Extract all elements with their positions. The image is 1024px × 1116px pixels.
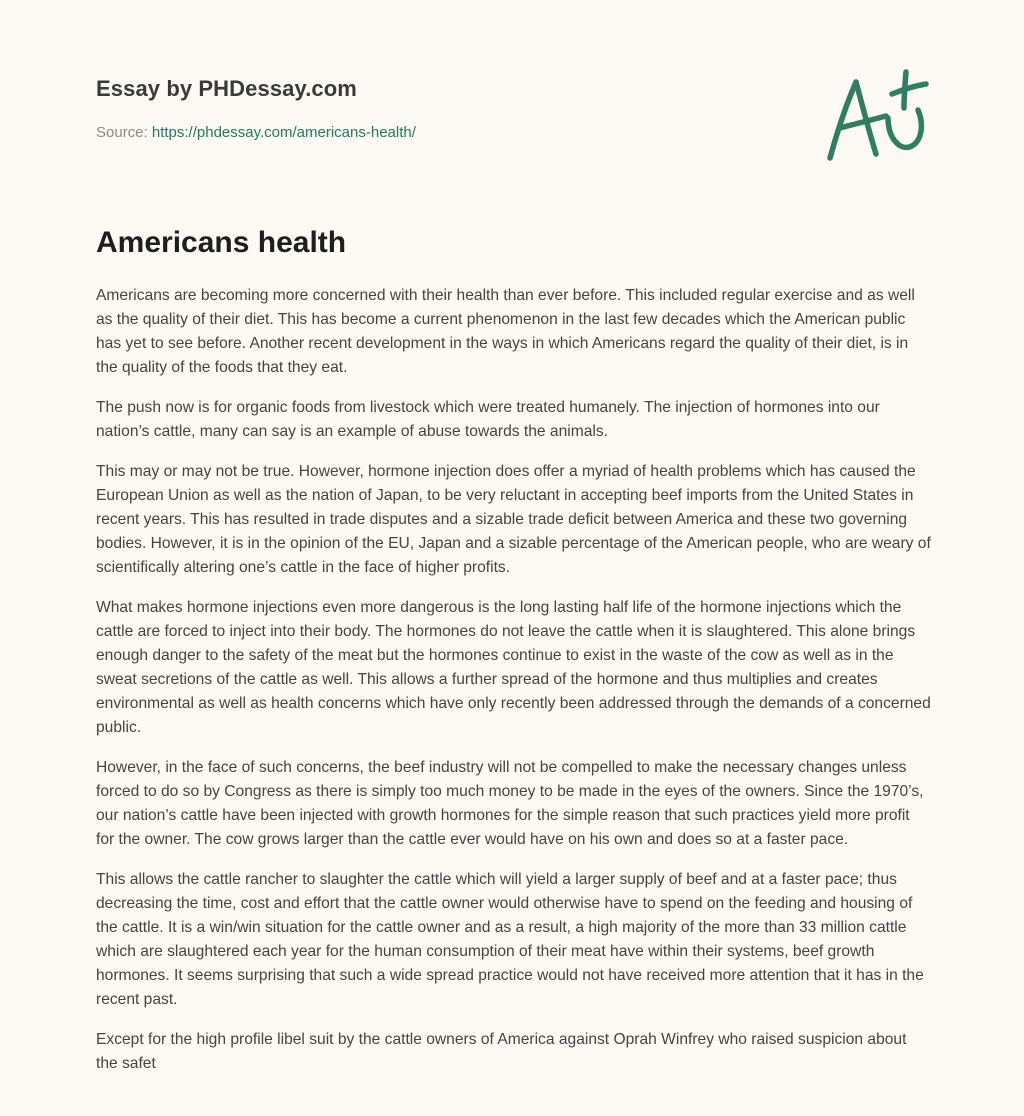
site-title: Essay by PHDessay.com xyxy=(96,76,357,101)
paragraph-4: What makes hormone injections even more dangerous is the long lasting half life of the hormone injections which the cattle are forced to inject into their body. The hormones do not leave the cattle when it is slaughtered. This alone brings enough danger to the safety of the meat but the hormones continue to exist in the waste of the cow as well as in the sweat secretions of the cattle as well. This allows a further spread of the hormone and thus multiplies and creates environmental as well as health concerns which have only recently been addressed through the demands of a concerned public. xyxy=(96,599,931,736)
paragraph-7: Except for the high profile libel suit by the cattle owners of America against Oprah Winfrey who raised suspicion about the safet xyxy=(96,1031,907,1072)
paragraph-1: Americans are becoming more concerned with their health than ever before. This included regular exercise and as well as the quality of their diet. This has become a current phenomenon in the last few decades which the American public has yet to see before. Another recent development in the ways in which Americans regard the quality of their diet, is in the quality of the foods that they eat. xyxy=(96,287,915,376)
source-line xyxy=(96,124,416,141)
source-link[interactable]: https://phdessay.com/americans-health/ xyxy=(151,124,416,141)
paragraph-5: However, in the face of such concerns, the beef industry will not be compelled to make the necessary changes unless forced to do so by Congress as there is simply too much money to be made in the eyes of the owners. Since the 1970’s, our nation’s cattle have been injected with growth hormones for the simple reason that such practices yield more profit for the owner. The cow grows larger than the cattle ever would have on his own and does so at a faster pace. xyxy=(96,759,924,848)
source-label: Source: xyxy=(96,124,152,141)
paragraph-2: The push now is for organic foods from livestock which were treated humanely. The injection of hormones into our nation’s cattle, many can say is an example of abuse towards the animals. xyxy=(96,399,880,440)
a-plus-grade-icon xyxy=(822,66,932,166)
essay-title: Americans health xyxy=(96,226,347,259)
essay-body xyxy=(96,284,932,1092)
paragraph-3: This may or may not be true. However, hormone injection does offer a myriad of health problems which has caused the European Union as well as the nation of Japan, to be very reluctant in accepting beef imports from the United States in recent years. This has resulted in trade disputes and a sizable trade deficit between America and these two governing bodies. However, it is in the opinion of the EU, Japan and a sizable percentage of the American people, who are weary of scientifically altering one’s cattle in the face of higher profits. xyxy=(96,463,931,576)
paragraph-6: This allows the cattle rancher to slaughter the cattle which will yield a larger supply of beef and at a faster pace; thus decreasing the time, cost and effort that the cattle owner would otherwise have to spend on the feeding and housing of the cattle. It is a win/win situation for the cattle owner and as a result, a high majority of the more than 33 million cattle which are slaughtered each year for the human consumption of their meat have within their systems, beef growth hormones. It seems surprising that such a wide spread practice would not have received more attention that it has in the recent past. xyxy=(96,871,924,1008)
